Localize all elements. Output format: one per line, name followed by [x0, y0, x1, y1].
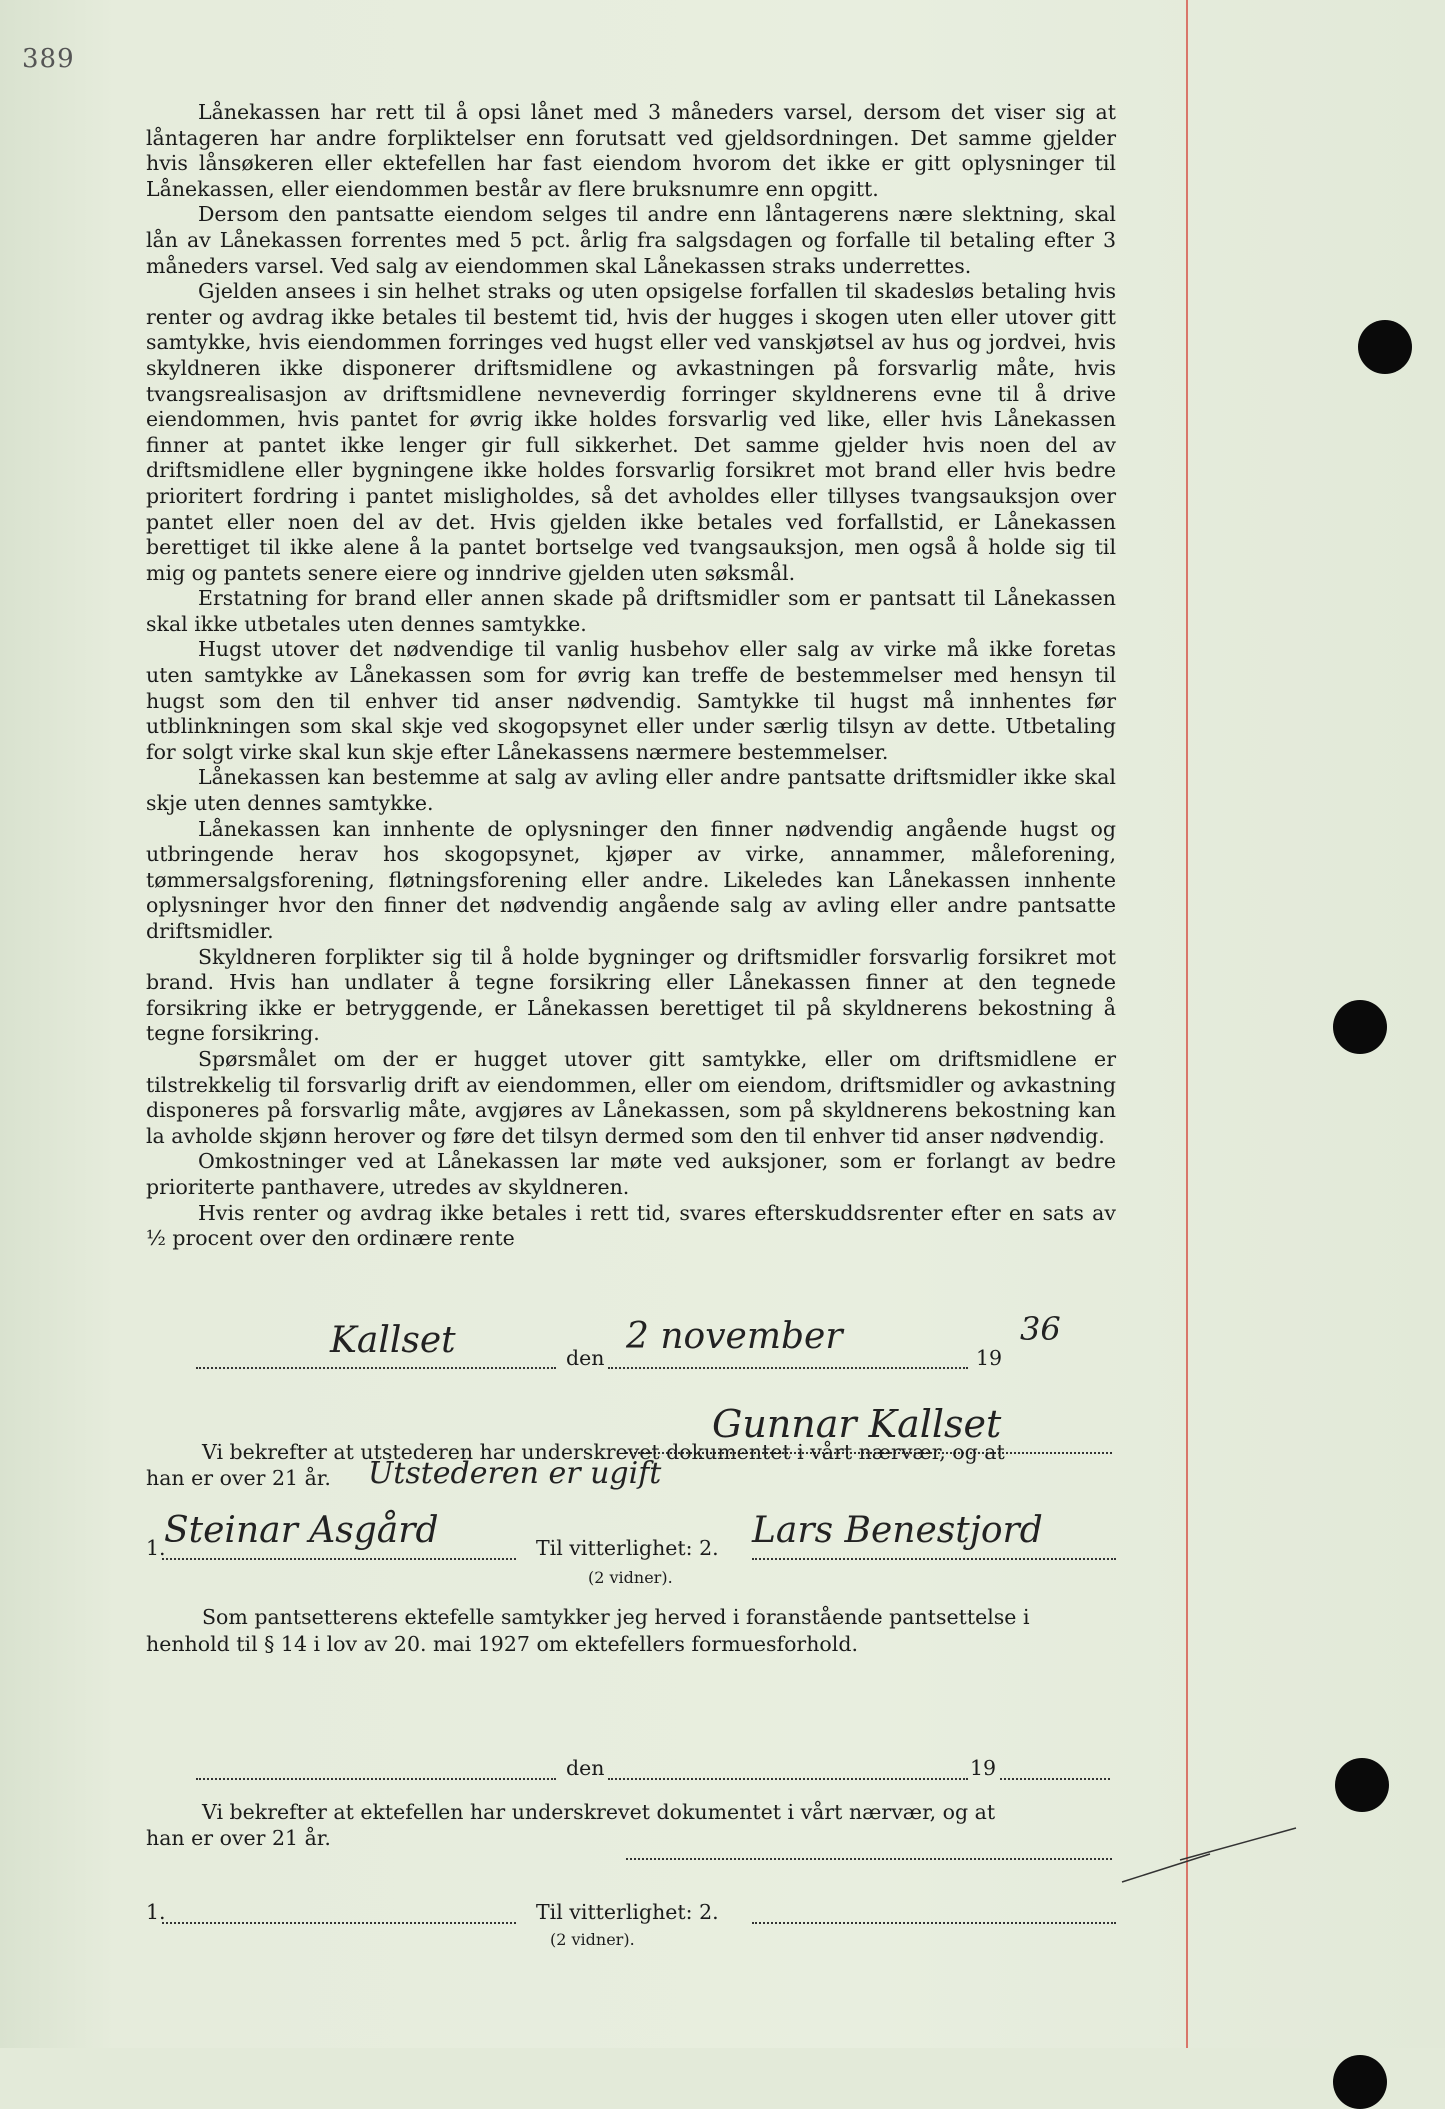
- paragraph-1: Lånekassen har rett til å opsi lånet med 3 måneders varsel, dersom det viser sig at låntageren har andre forpliktelser enn forutsatt ved gjeldsordningen. Det samme gjelder hvis lånsøkeren eller ektefellen har fast eiendom hvorom det ikke er gitt oplysninger til Lånekassen, eller eiendommen består av flere bruksnumre enn opgitt.: [146, 100, 1116, 201]
- paragraph-7: Lånekassen kan innhente de oplysninger den finner nødvendig angående hugst og utbringende herav hos skogopsynet, kjøper av virke, annammer, måleforening, tømmersalgsforening, fløtningsforening eller andre. Likeledes kan Lånekassen innhente oplysninger hvor den finner det nødvendig angående salg av avling eller andre pantsatte driftsmidler.: [146, 816, 1116, 943]
- witness-2-line-2: [752, 1922, 1116, 1924]
- paragraph-3: Gjelden ansees i sin helhet straks og uten opsigelse forfallen til skadesløs betaling hvis renter og avdrag ikke betales til bestemt tid, hvis der hugges i skogen uten eller utover gitt samtykke, hvis eiendommen forringes ved hugst eller ved vanskjøtsel av hus og jordvei, hvis skyldneren ikke disponerer driftsmidlene og avkastningen på forsvarlig måte, hvis tvangsrealisasjon av driftsmidlene nevneverdig forringer skyldnerens evne til å drive eiendommen, hvis pantet for øvrig ikke holdes forsvarlig ved like, eller hvis Lånekassen finner at pantet ikke lenger gir full sikkerhet. Det samme gjelder hvis noen del av driftsmidlene eller bygningene ikke holdes forsvarlig forsikret mot brand eller hvis bedre prioritert fordring i pantet misligholdes, så det avholdes eller tillyses tvangsauksjon over pantet eller noen del av det. Hvis gjelden ikke betales ved forfallstid, er Lånekassen berettiget til ikke alene å la pantet bortselge ved tvangsauksjon, men også å holde sig til mig og pantets senere eiere og inndrive gjelden uten søksmål.: [146, 279, 1116, 585]
- punch-hole-3: [1333, 2055, 1387, 2109]
- paragraph-8: Skyldneren forplikter sig til å holde bygninger og driftsmidler forsvarlig forsikret mot brand. Hvis han undlater å tegne forsikring eller Lånekassen finner at den tegnede forsikring ikke er betryggende, er Lånekassen berettiget til på skyldnerens bekostning å tegne forsikring.: [146, 944, 1116, 1046]
- spouse-consent-line1: Som pantsetterens ektefelle samtykker jeg herved i foranstående pantsettelse i: [202, 1605, 1030, 1629]
- year-prefix-2: 19: [970, 1756, 997, 1780]
- paragraph-9: Spørsmålet om der er hugget utover gitt samtykke, eller om driftsmidlene er tilstrekkelig til forsvarlig drift av eiendommen, eller om eiendom, driftsmidler og avkastning disponeres på forsvarlig måte, avgjøres av Lånekassen, som på skyldnerens bekostning kan la avholde skjønn herover og føre det tilsyn dermed som den til enhver tid anser nødvendig.: [146, 1046, 1116, 1148]
- place-handwritten: Kallset: [330, 1320, 456, 1361]
- paragraph-4: Erstatning for brand eller annen skade på driftsmidler som er pantsatt til Lånekassen skal ikke utbetales uten dennes samtykke.: [146, 586, 1116, 636]
- date-line-2: [608, 1778, 968, 1780]
- den-label-2: den: [566, 1756, 605, 1780]
- signature-handwritten: Gunnar Kallset: [712, 1402, 1002, 1446]
- witness-statement-2-line1: Vi bekrefter at ektefellen har underskrevet dokumentet i vårt nærvær, og at: [202, 1800, 996, 1824]
- year-line-2: [1000, 1778, 1110, 1780]
- paragraph-11: Hvis renter og avdrag ikke betales i rett tid, svares efterskuddsrenter efter en sats av ½ procent over den ordinære rente: [146, 1200, 1116, 1251]
- witness-statement-2-line2: han er over 21 år.: [146, 1826, 331, 1850]
- witness-1-number-2: 1.: [146, 1900, 166, 1924]
- witness-1-number: 1.: [146, 1536, 166, 1560]
- punch-hole-lower: [1335, 1758, 1389, 1812]
- punch-hole-2: [1333, 1000, 1387, 1054]
- date-line: [608, 1367, 968, 1369]
- place-line: [196, 1367, 556, 1369]
- witness-statement-1-line2: han er over 21 år.: [146, 1466, 331, 1490]
- body-text: [146, 100, 1116, 1252]
- date-handwritten: 2 november: [626, 1316, 843, 1357]
- den-label: den: [566, 1346, 605, 1370]
- red-margin-line: [1186, 0, 1188, 2048]
- witness-1-line-2: [162, 1922, 516, 1924]
- signature-line-2: [626, 1858, 1112, 1860]
- paragraph-2: Dersom den pantsatte eiendom selges til andre enn låntagerens nære slektning, skal lån av Lånekassen forrentes med 5 pct. årlig fra salgsdagen og forfalle til betaling efter 3 måneders varsel. Ved salg av eiendommen skal Lånekassen straks underrettes.: [146, 202, 1116, 278]
- vidner-label-2: (2 vidner).: [550, 1930, 635, 1949]
- year-prefix: 19: [976, 1346, 1003, 1370]
- witness-2-handwritten: Lars Benestjord: [752, 1510, 1043, 1551]
- vidner-label-1: (2 vidner).: [588, 1568, 673, 1587]
- year-handwritten: 36: [1020, 1310, 1061, 1348]
- witness-statement-1-line1: Vi bekrefter at utstederen har underskrevet dokumentet i vårt nærvær, og at: [202, 1440, 1005, 1464]
- spouse-consent-line2: henhold til § 14 i lov av 20. mai 1927 om ektefellers formuesforhold.: [146, 1632, 858, 1656]
- vitterlighet-label-1: Til vitterlighet: 2.: [536, 1536, 719, 1560]
- witness-2-line: [752, 1558, 1116, 1560]
- paragraph-5: Hugst utover det nødvendige til vanlig husbehov eller salg av virke må ikke foretas uten samtykke av Lånekassen som for øvrig kan treffe de bestemmelser med hensyn til hugst som den til enhver tid anser nødvendig. Samtykke til hugst må innhentes før utblinkningen som skal skje ved skogopsynet eller under særlig tilsyn av dette. Utbetaling for solgt virke skal kun skje efter Lånekassens nærmere bestemmelser.: [146, 637, 1116, 764]
- paragraph-10: Omkostninger ved at Lånekassen lar møte ved auksjoner, som er forlangt av bedre prioriterte panthavere, utredes av skyldneren.: [146, 1149, 1116, 1199]
- witness-1-handwritten: Steinar Asgård: [164, 1510, 439, 1551]
- witness-1-line: [162, 1558, 516, 1560]
- vitterlighet-label-2: Til vitterlighet: 2.: [536, 1900, 719, 1924]
- paragraph-6: Lånekassen kan bestemme at salg av avling eller andre pantsatte driftsmidler ikke skal skje uten dennes samtykke.: [146, 765, 1116, 816]
- pen-stroke-mark: [1120, 1826, 1300, 1886]
- punch-hole-1: [1358, 320, 1412, 374]
- witness-note-handwritten: Utstederen er ugift: [368, 1456, 662, 1491]
- page-number: 389: [22, 44, 75, 74]
- place-line-2: [196, 1778, 556, 1780]
